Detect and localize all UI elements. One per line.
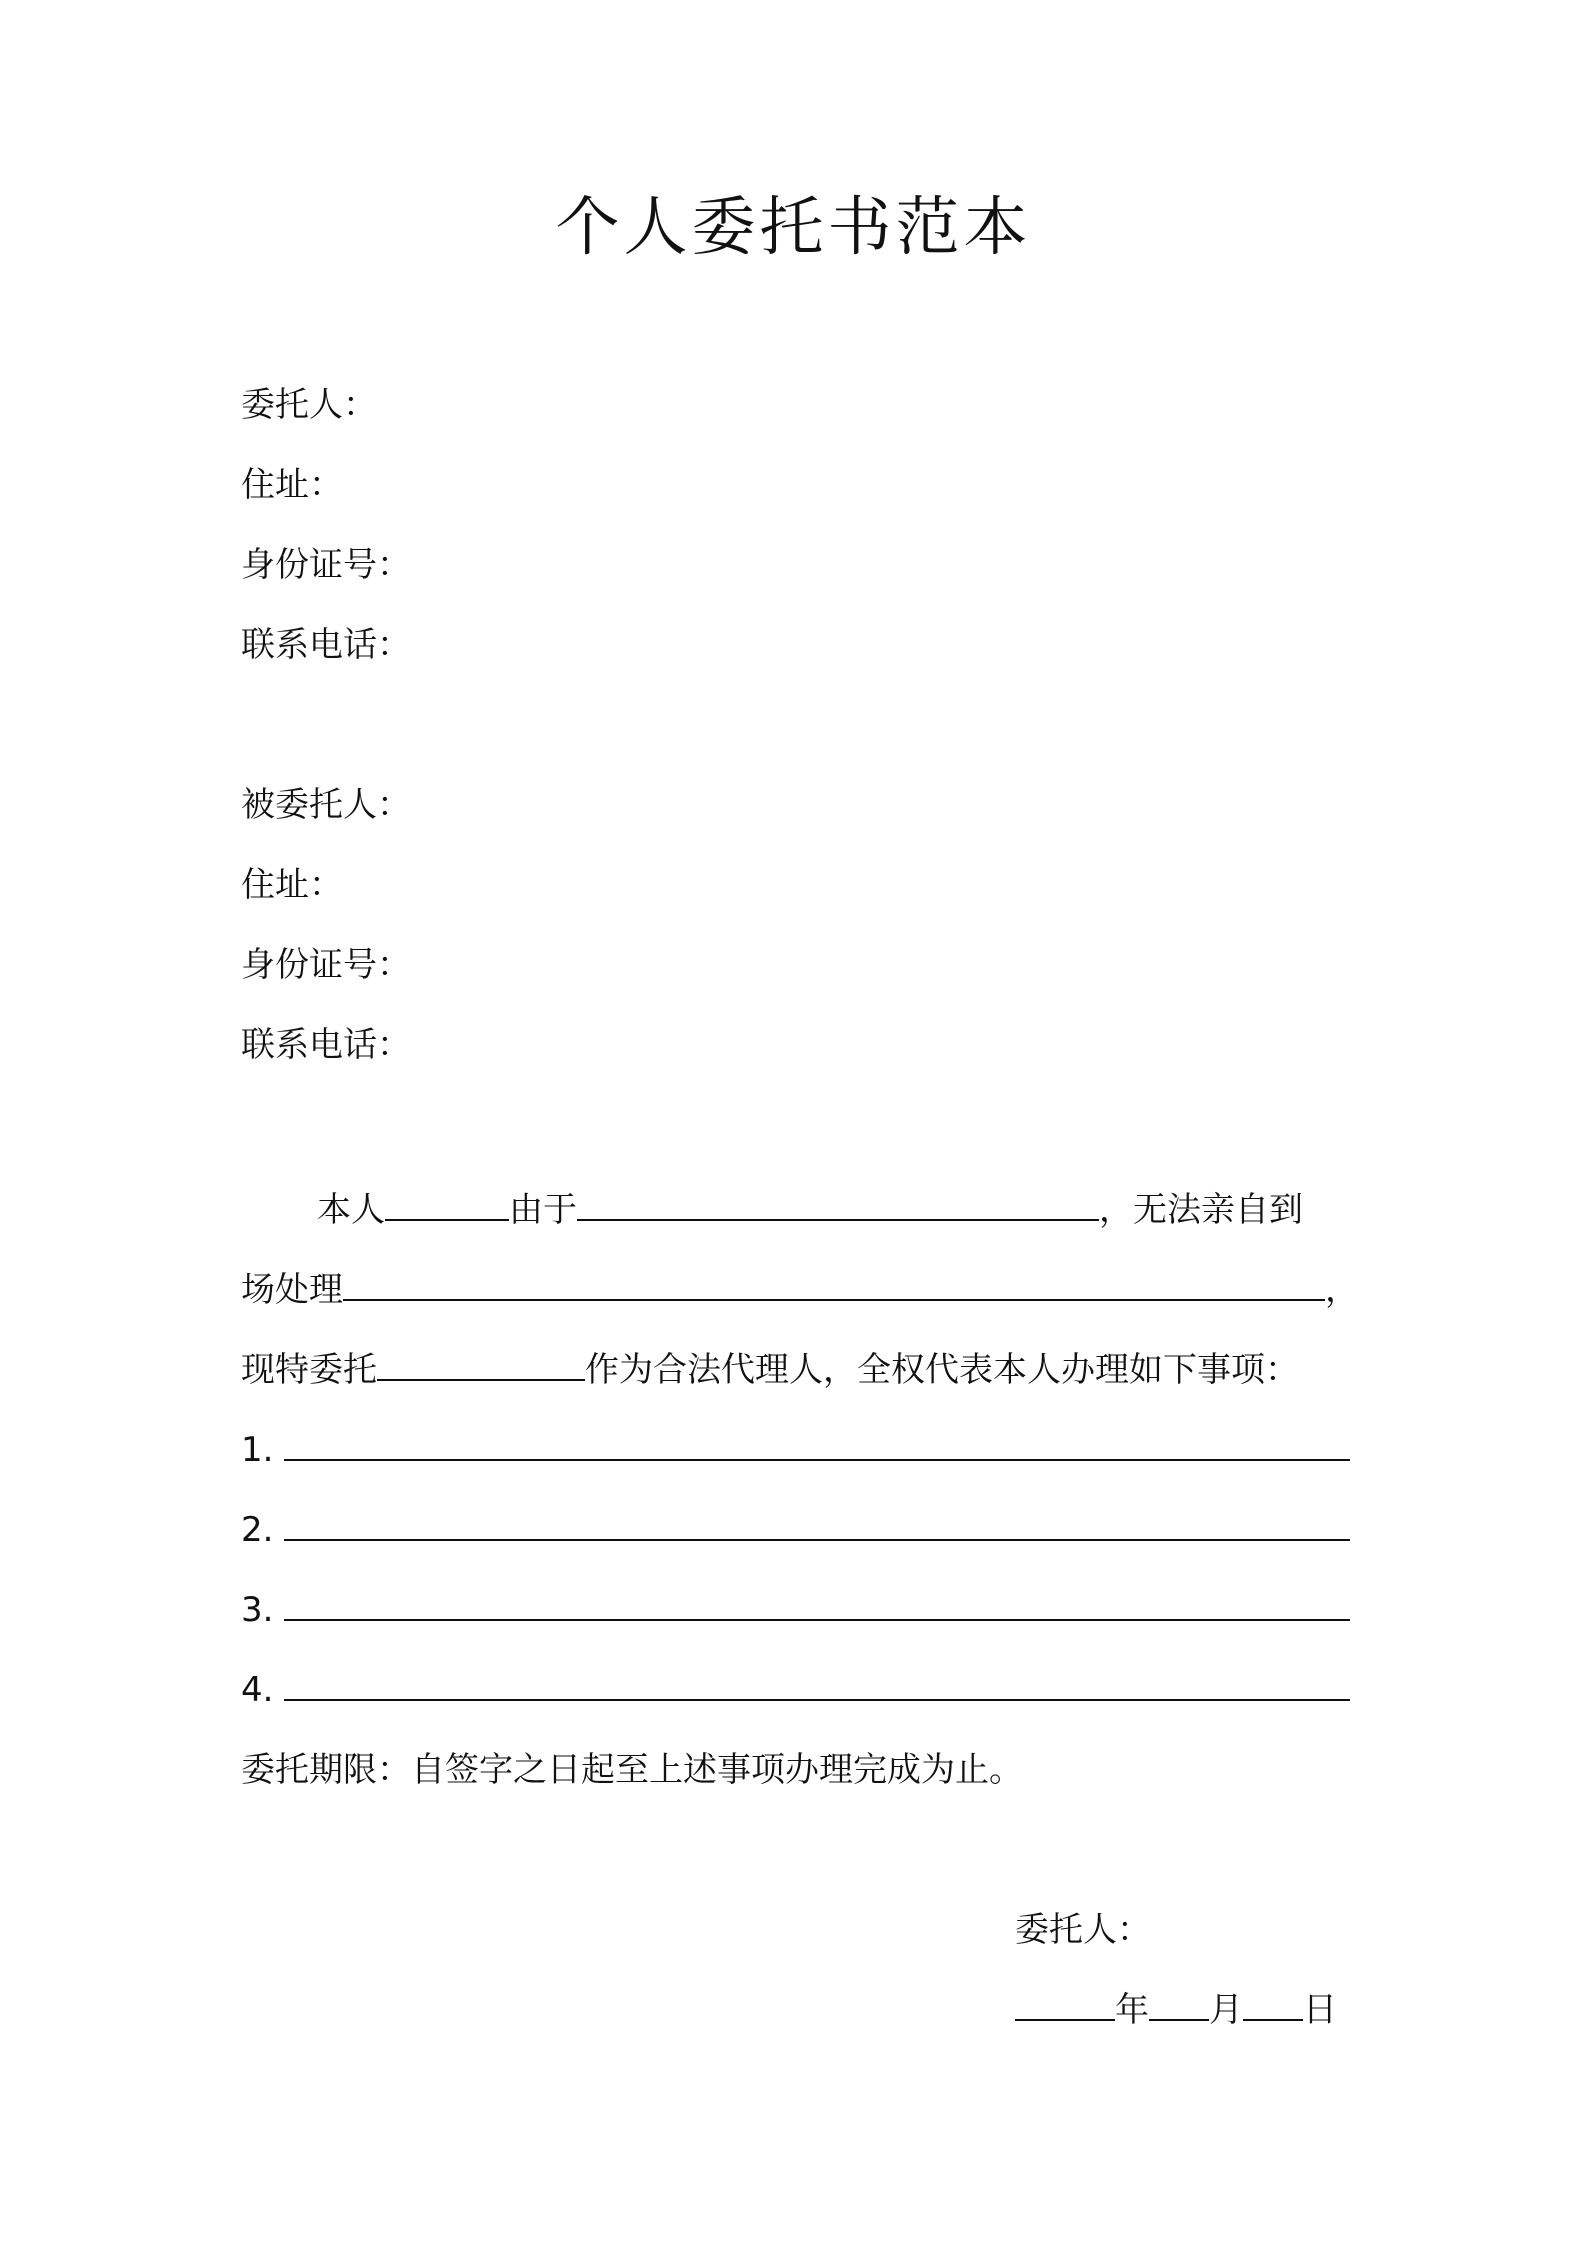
fill-blank-item[interactable] [284,1585,1350,1621]
agent-id-label: 身份证号： [241,945,411,985]
body-line-1 [241,1185,1303,1235]
body-line-3 [241,1345,1299,1395]
document-title: 个人委托书范本 [555,191,1032,265]
fill-blank-matter[interactable] [343,1265,1325,1301]
item-number: 2. [241,1510,274,1550]
principal-phone-label: 联系电话： [241,625,411,665]
fill-blank-name[interactable] [385,1185,509,1221]
item-1 [241,1425,1350,1475]
term-line: 委托期限：自签字之日起至上述事项办理完成为止。 [241,1750,1023,1790]
principal-address-label: 住址： [241,465,343,505]
body-text: ，无法亲自到 [1099,1190,1303,1230]
item-number: 1. [241,1430,274,1470]
item-4 [241,1665,1350,1715]
fill-blank-item[interactable] [284,1425,1350,1461]
item-3 [241,1585,1350,1635]
fill-blank-reason[interactable] [577,1185,1099,1221]
body-text: 本人 [317,1190,385,1230]
agent-phone-label: 联系电话： [241,1025,411,1065]
body-line-2 [241,1265,1359,1315]
body-text: 由于 [509,1190,577,1230]
principal-name-label: 委托人： [241,385,377,425]
fill-blank-day[interactable] [1243,1985,1303,2021]
item-number: 4. [241,1670,274,1710]
signature-label: 委托人： [1015,1910,1151,1950]
fill-blank-item[interactable] [284,1505,1350,1541]
fill-blank-agent[interactable] [377,1345,585,1381]
body-text: 作为合法代理人，全权代表本人办理如下事项： [585,1350,1299,1390]
signature-date [1015,1985,1337,2035]
fill-blank-month[interactable] [1149,1985,1209,2021]
agent-address-label: 住址： [241,865,343,905]
body-text: ， [1325,1270,1359,1310]
body-text: 场处理 [241,1270,343,1310]
fill-blank-item[interactable] [284,1665,1350,1701]
year-label: 年 [1115,1990,1149,2030]
principal-id-label: 身份证号： [241,545,411,585]
month-label: 月 [1209,1990,1243,2030]
item-2 [241,1505,1350,1555]
item-number: 3. [241,1590,274,1630]
fill-blank-year[interactable] [1015,1985,1115,2021]
agent-name-label: 被委托人： [241,785,411,825]
body-text: 现特委托 [241,1350,377,1390]
day-label: 日 [1303,1990,1337,2030]
